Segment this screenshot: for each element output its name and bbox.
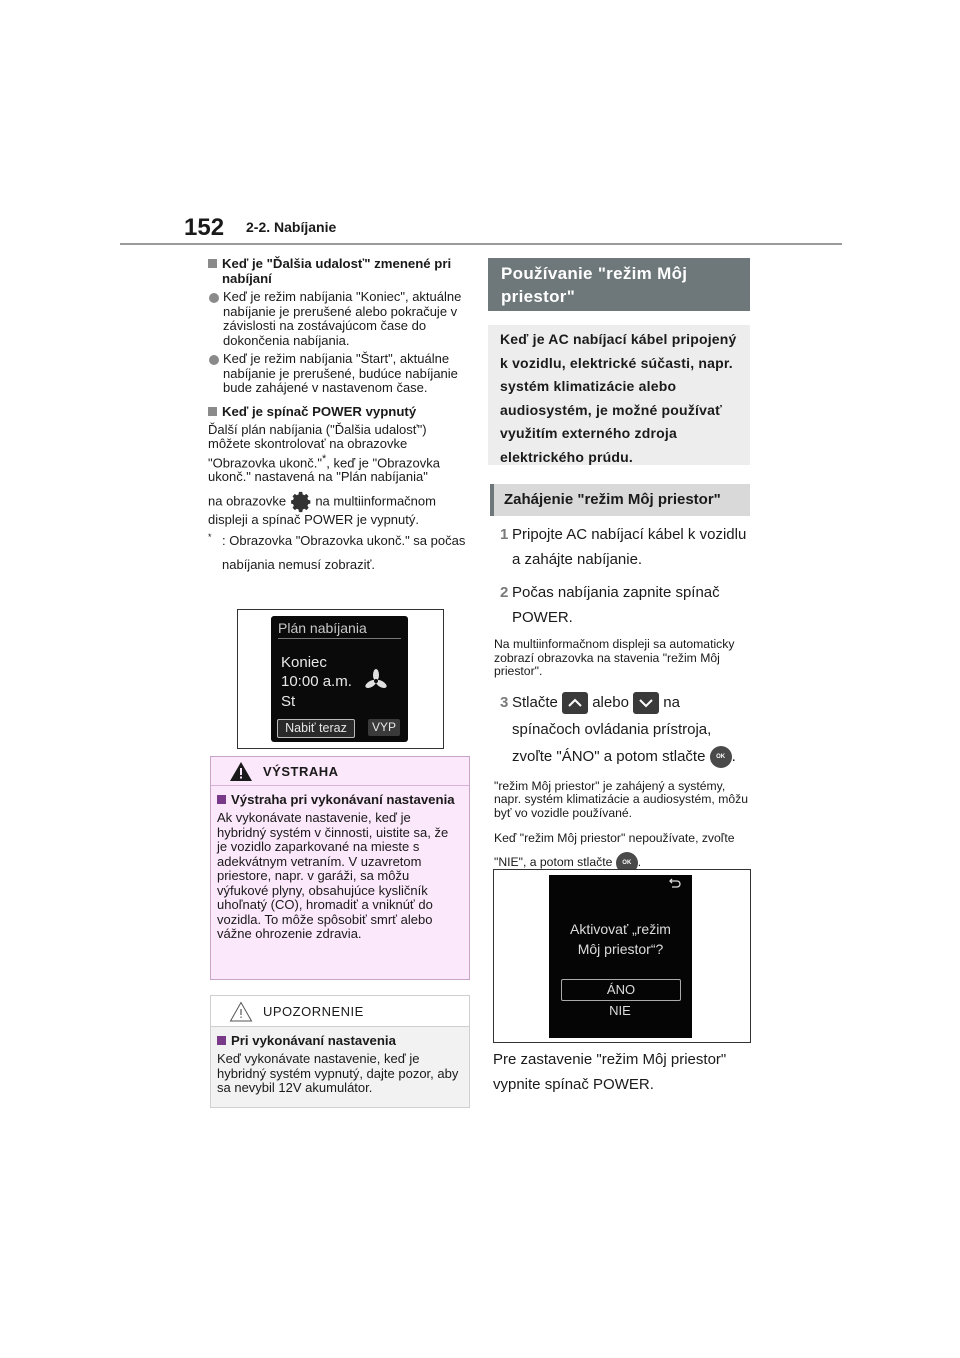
step-text: Stlačte (512, 693, 558, 711)
note (494, 826, 752, 874)
off-button: VYP (368, 719, 400, 736)
screen-mode: Koniec (281, 654, 327, 671)
warning-triangle-icon (229, 761, 253, 782)
footnote (208, 529, 470, 577)
no-option: NIE (609, 1003, 631, 1018)
final-paragraph: Pre zastavenie "režim Môj priestor" vypnite spínač POWER. (493, 1051, 727, 1093)
caution-title-bar (211, 996, 469, 1027)
warning-title: VÝSTRAHA (263, 764, 339, 779)
multi-information-display (271, 616, 408, 742)
warning-box (210, 756, 470, 980)
step-text: . (731, 747, 736, 765)
screen-title: Plán nabíjania (278, 620, 401, 639)
square-bullet-icon (217, 795, 226, 804)
footnote-ref: * (322, 452, 327, 465)
square-bullet-icon (217, 1036, 226, 1045)
bullet-text: Keď je režim nabíjania "Štart", aktuálne nabíjanie je prerušené, budúce nabíjanie bude zahájené v nastavenom čase. (223, 351, 458, 395)
note-text: . (637, 855, 642, 869)
footnote-mark: * (208, 532, 212, 543)
square-bullet-icon (208, 259, 217, 268)
section-heading-event-change (208, 256, 470, 286)
footnote-text: : Obrazovka "Obrazovka ukonč." sa počas nabíjania nemusí zobraziť. (222, 533, 466, 573)
square-bullet-icon (208, 407, 217, 416)
paragraph-text: na obrazovke (208, 493, 287, 509)
section-title-my-room-mode: Používanie "režim Môj priestor" (488, 258, 750, 311)
paragraph (208, 491, 470, 528)
display-illustration-charging-schedule (237, 609, 444, 749)
screen-question-line2: Môj priestor“? (577, 941, 664, 957)
warning-heading-text: Výstraha pri vykonávaní nastavenia (231, 792, 455, 807)
left-column (208, 256, 470, 577)
note: "režim Môj priestor" je zahájený a systémy, napr. systém klimatizácie a audiosystém, môžu byť vo vozidle používané. (494, 778, 749, 820)
screen-time: 10:00 a.m. (281, 673, 352, 690)
step-text: Pripojte AC nabíjací kábel k vozidlu a zahájte nabíjanie. (512, 526, 747, 568)
fan-icon (363, 668, 389, 694)
caution-triangle-icon (229, 1001, 253, 1022)
bullet-item (208, 290, 470, 348)
subsection-title-start-my-room: Zahájenie "režim Môj priestor" (490, 484, 750, 516)
header-divider (120, 243, 842, 245)
paragraph-text: na multiinformačnom displeji a spínač POWER je vypnutý. (208, 493, 436, 527)
step-text: Počas nabíjania zapnite spínač POWER. (512, 584, 720, 626)
paragraph-text: Ďalší plán nabíjania ("Ďalšia udalosť") môžete skontrolovať na obrazovke "Obrazovka ukonč." (208, 421, 427, 470)
caution-heading (217, 1033, 461, 1048)
ok-button-icon: OK (616, 852, 638, 874)
screen-question-line1: Aktivovať „režim (570, 921, 671, 937)
chapter-title: 2-2. Nabíjanie (246, 219, 337, 235)
caution-box (210, 995, 470, 1108)
bullet-text: Keď je režim nabíjania "Koniec", aktuálne nabíjanie je prerušené alebo pokračuje v závislosti na zostávajúcom čase do dokončenia nabíjania. (223, 289, 462, 348)
chevron-up-icon (562, 692, 588, 714)
multi-information-display (549, 875, 692, 1038)
yes-option: ÁNO (561, 979, 681, 1001)
intro-box: Keď je AC nabíjací kábel pripojený k vozidlu, elektrické súčasti, napr. systém klimatizácie alebo audiosystém, je možné používať využitím externého zdroja elektrického prúdu. (488, 325, 750, 465)
step-3 (488, 689, 752, 770)
warning-text: Ak vykonávate nastavenie, keď je hybridný systém v činnosti, uistite sa, že je vozidlo zaparkované na mieste s adekvátnym vetraním. V uzavretom priestore, napr. v garáži, sa môžu výfukové plyny, obsahujúce kysličník uhoľnatý (CO), hromadiť a vniknúť do vozidla. To môže spôsobiť smrť alebo vážne ohrozenie zdravia. (217, 810, 449, 941)
step-text: na spínačoch ovládania prístroja, zvoľte "ÁNO" a potom stlačte (512, 693, 712, 765)
paragraph-text: , keď je "Obrazovka ukonč." nastavená na "Plán nabíjania" (208, 454, 440, 485)
note-text: Keď "režim Môj priestor" nepoužívate, zvoľte "NIE", a potom stlačte (494, 831, 735, 869)
warning-body (211, 786, 469, 942)
display-illustration-my-room-mode (493, 869, 751, 1043)
step-number: 3 (500, 693, 509, 711)
ok-button-icon: OK (710, 746, 732, 768)
step-1 (488, 522, 752, 572)
back-arrow-icon (667, 878, 681, 890)
warning-title-bar (211, 757, 469, 786)
section-heading-text: Keď je "Ďalšia udalosť" zmenené pri nabíjaní (222, 256, 452, 286)
step-2 (488, 580, 752, 630)
step-number: 2 (500, 584, 509, 601)
caution-heading-text: Pri vykonávaní nastavenia (231, 1033, 396, 1048)
steps-list (488, 522, 752, 874)
bullet-item (208, 352, 470, 396)
note: Na multiinformačnom displeji sa automaticky zobrazí obrazovka na stavenia "režim Môj priestor". (494, 637, 735, 678)
chevron-down-icon (633, 692, 659, 714)
gear-icon (290, 491, 312, 513)
caution-text: Keď vykonávate nastavenie, keď je hybridný systém vypnutý, dajte pozor, aby sa nevybil 12V akumulátor. (217, 1051, 459, 1095)
warning-heading (217, 792, 461, 807)
section-heading-power-off (208, 404, 470, 419)
step-text: alebo (592, 693, 629, 711)
round-bullet-icon (209, 355, 219, 365)
step-number: 1 (500, 526, 509, 543)
caution-body (211, 1027, 469, 1096)
section-heading-text: Keď je spínač POWER vypnutý (222, 403, 417, 419)
charge-now-button: Nabiť teraz (277, 719, 355, 738)
page-number: 152 (184, 214, 225, 241)
screen-day: St (281, 693, 296, 710)
caution-title: UPOZORNENIE (263, 1004, 364, 1019)
paragraph (208, 423, 470, 485)
round-bullet-icon (209, 293, 219, 303)
